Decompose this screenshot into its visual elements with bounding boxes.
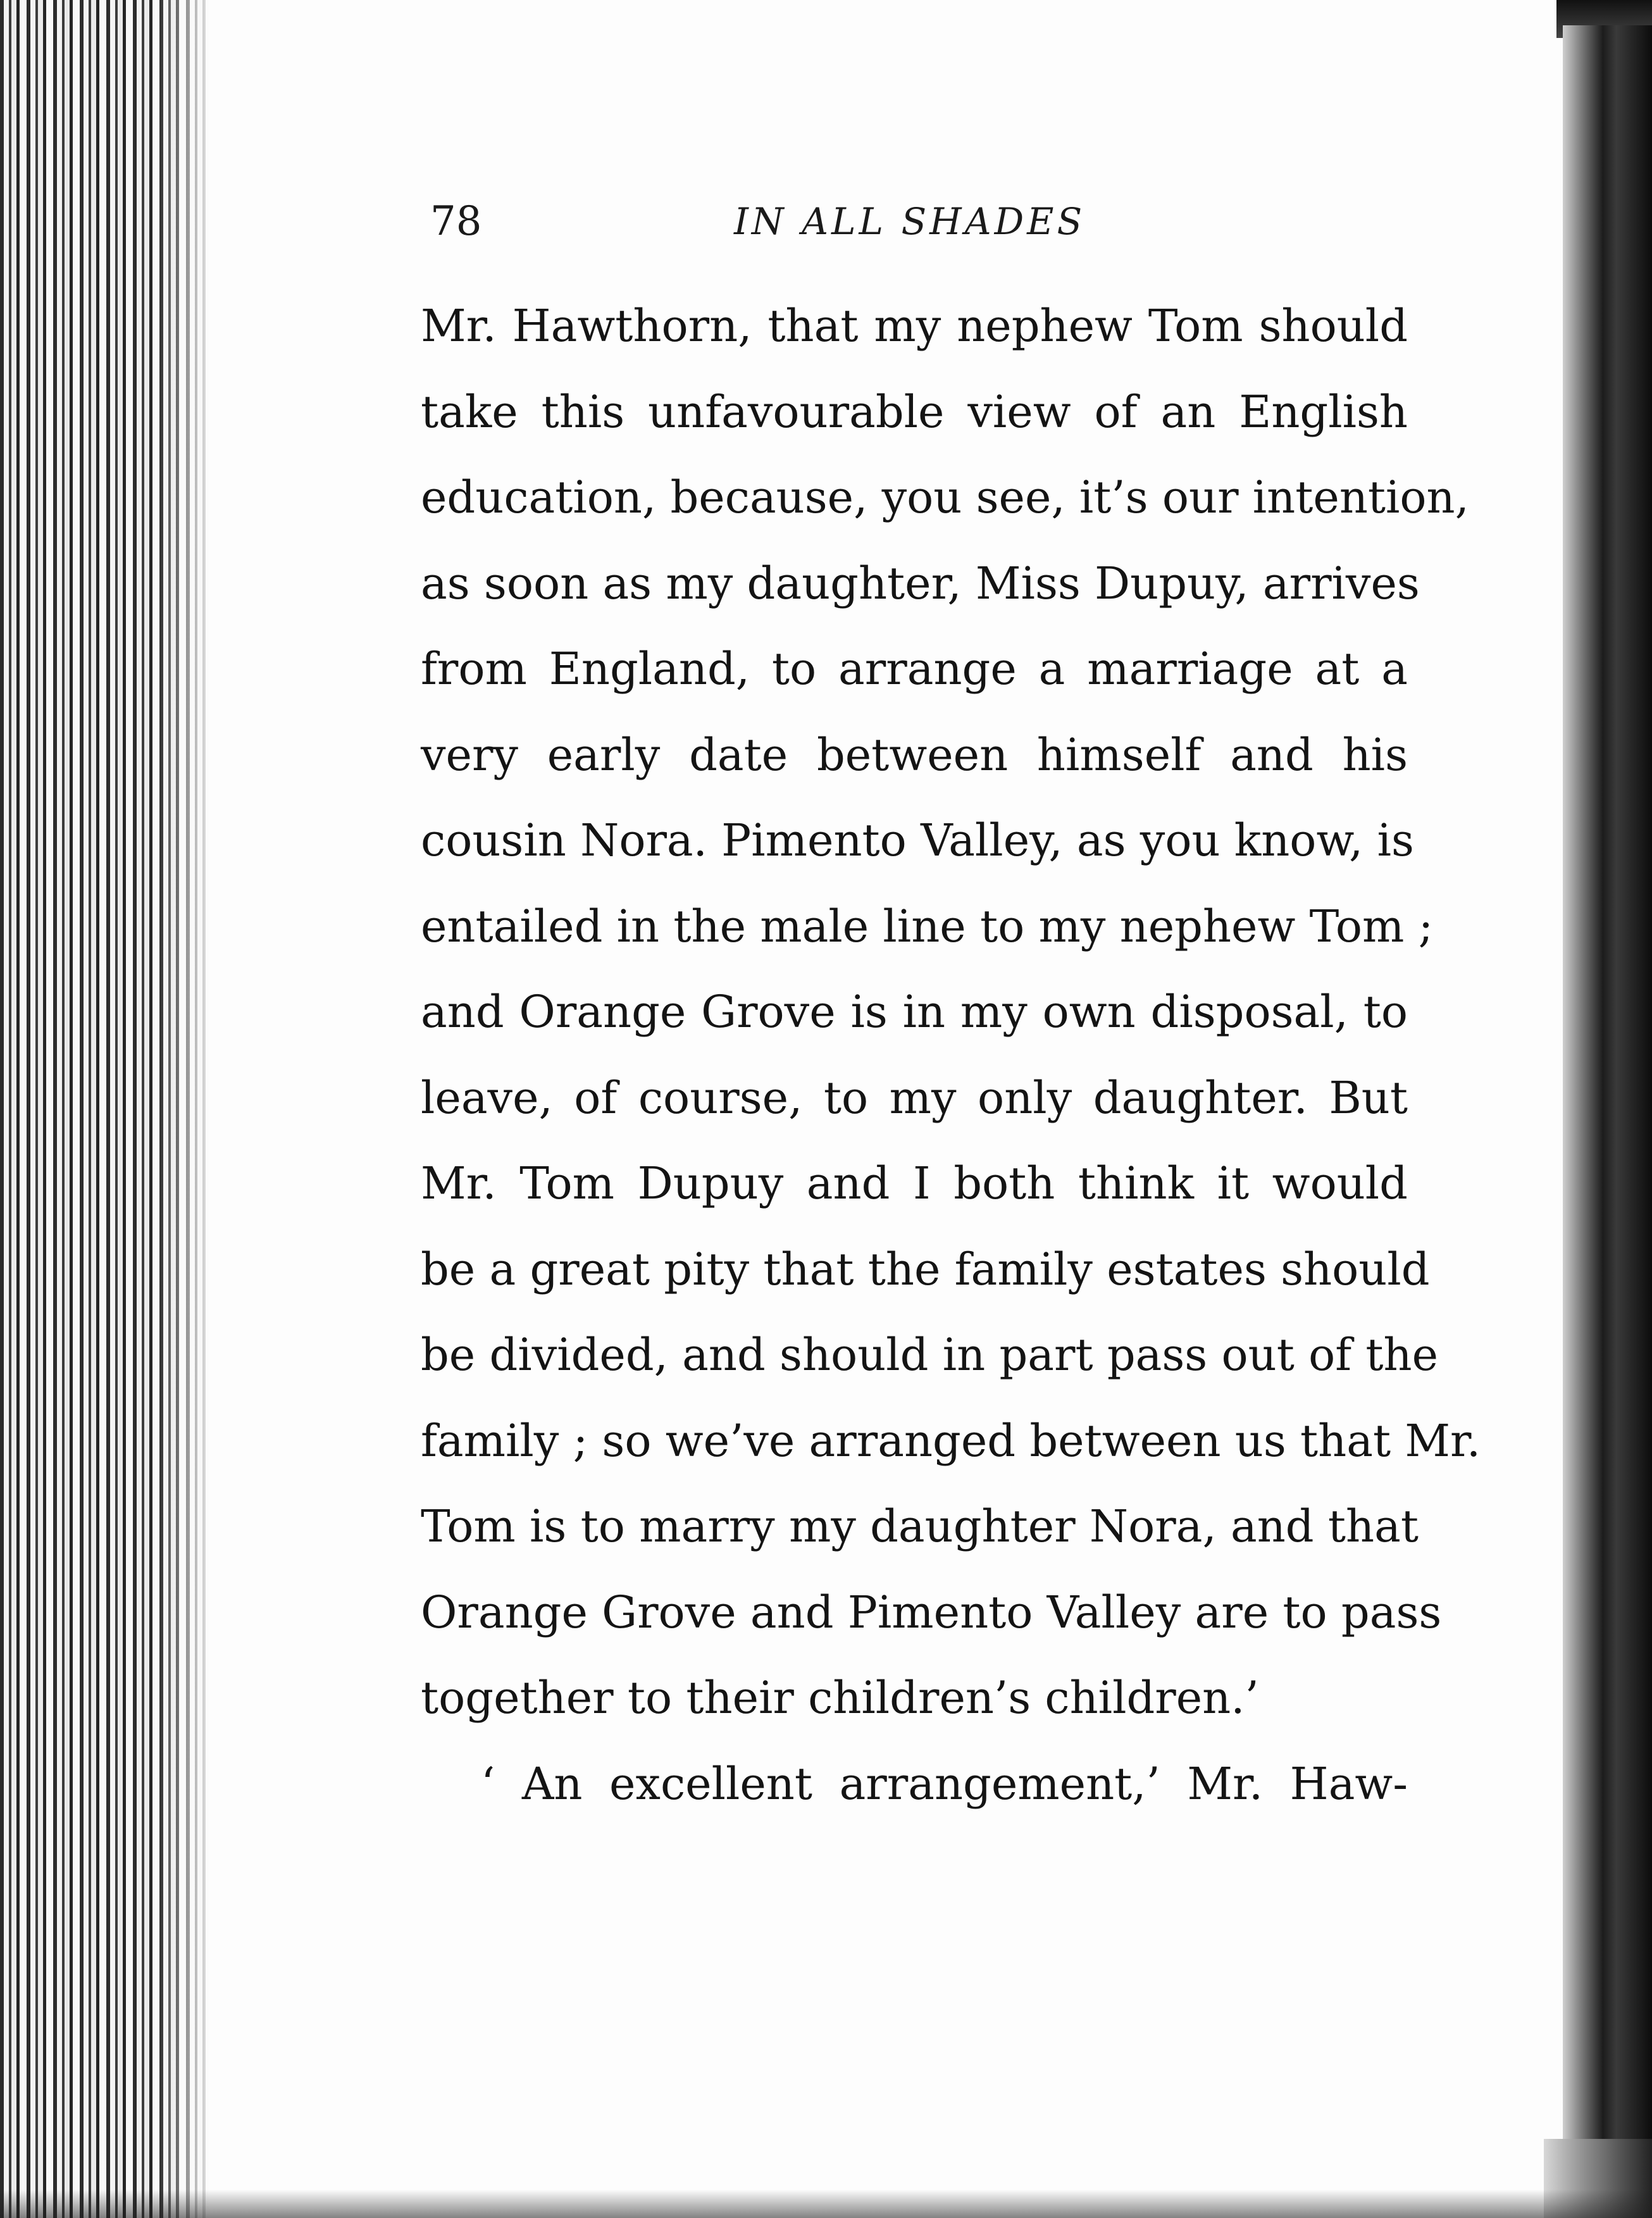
text-line: be divided, and should in part pass out of the [421,1329,1439,1381]
text-line: take this unfavourable view of an English [421,385,1408,438]
text-line: education, because, you see, it’s our intention, [421,471,1469,523]
body-text [421,288,1481,1831]
text-line: ‘ An excellent arrangement,’ Mr. Haw- [481,1757,1408,1810]
text-line: Tom is to marry my daughter Nora, and that [421,1500,1419,1552]
text-line: as soon as my daughter, Miss Dupuy, arrives [421,557,1420,609]
text-line: Orange Grove and Pimento Valley are to pass [421,1586,1442,1638]
text-line: family ; so we’ve arranged between us that Mr. [421,1414,1481,1467]
text-line: from England, to arrange a marriage at a [421,643,1408,695]
binding-edge-right [1563,25,1652,2218]
text-line: cousin Nora. Pimento Valley, as you know, is [421,814,1414,866]
text-line: and Orange Grove is in my own disposal, to [421,986,1408,1038]
page-number: 78 [430,198,482,245]
text-line: very early date between himself and his [421,728,1408,781]
text-line: Mr. Tom Dupuy and I both think it would [421,1157,1408,1209]
page-edge-fade [158,0,215,2218]
text-line: entailed in the male line to my nephew Tom ; [421,900,1434,952]
text-line: together to their children’s children.’ [421,1672,1259,1724]
text-line: Mr. Hawthorn, that my nephew Tom should [421,300,1408,352]
text-line: leave, of course, to my only daughter. But [421,1071,1408,1124]
text-line: be a great pity that the family estates should [421,1243,1430,1295]
running-head: IN ALL SHADES [734,200,1086,243]
page-bottom-shadow [0,2190,1652,2218]
